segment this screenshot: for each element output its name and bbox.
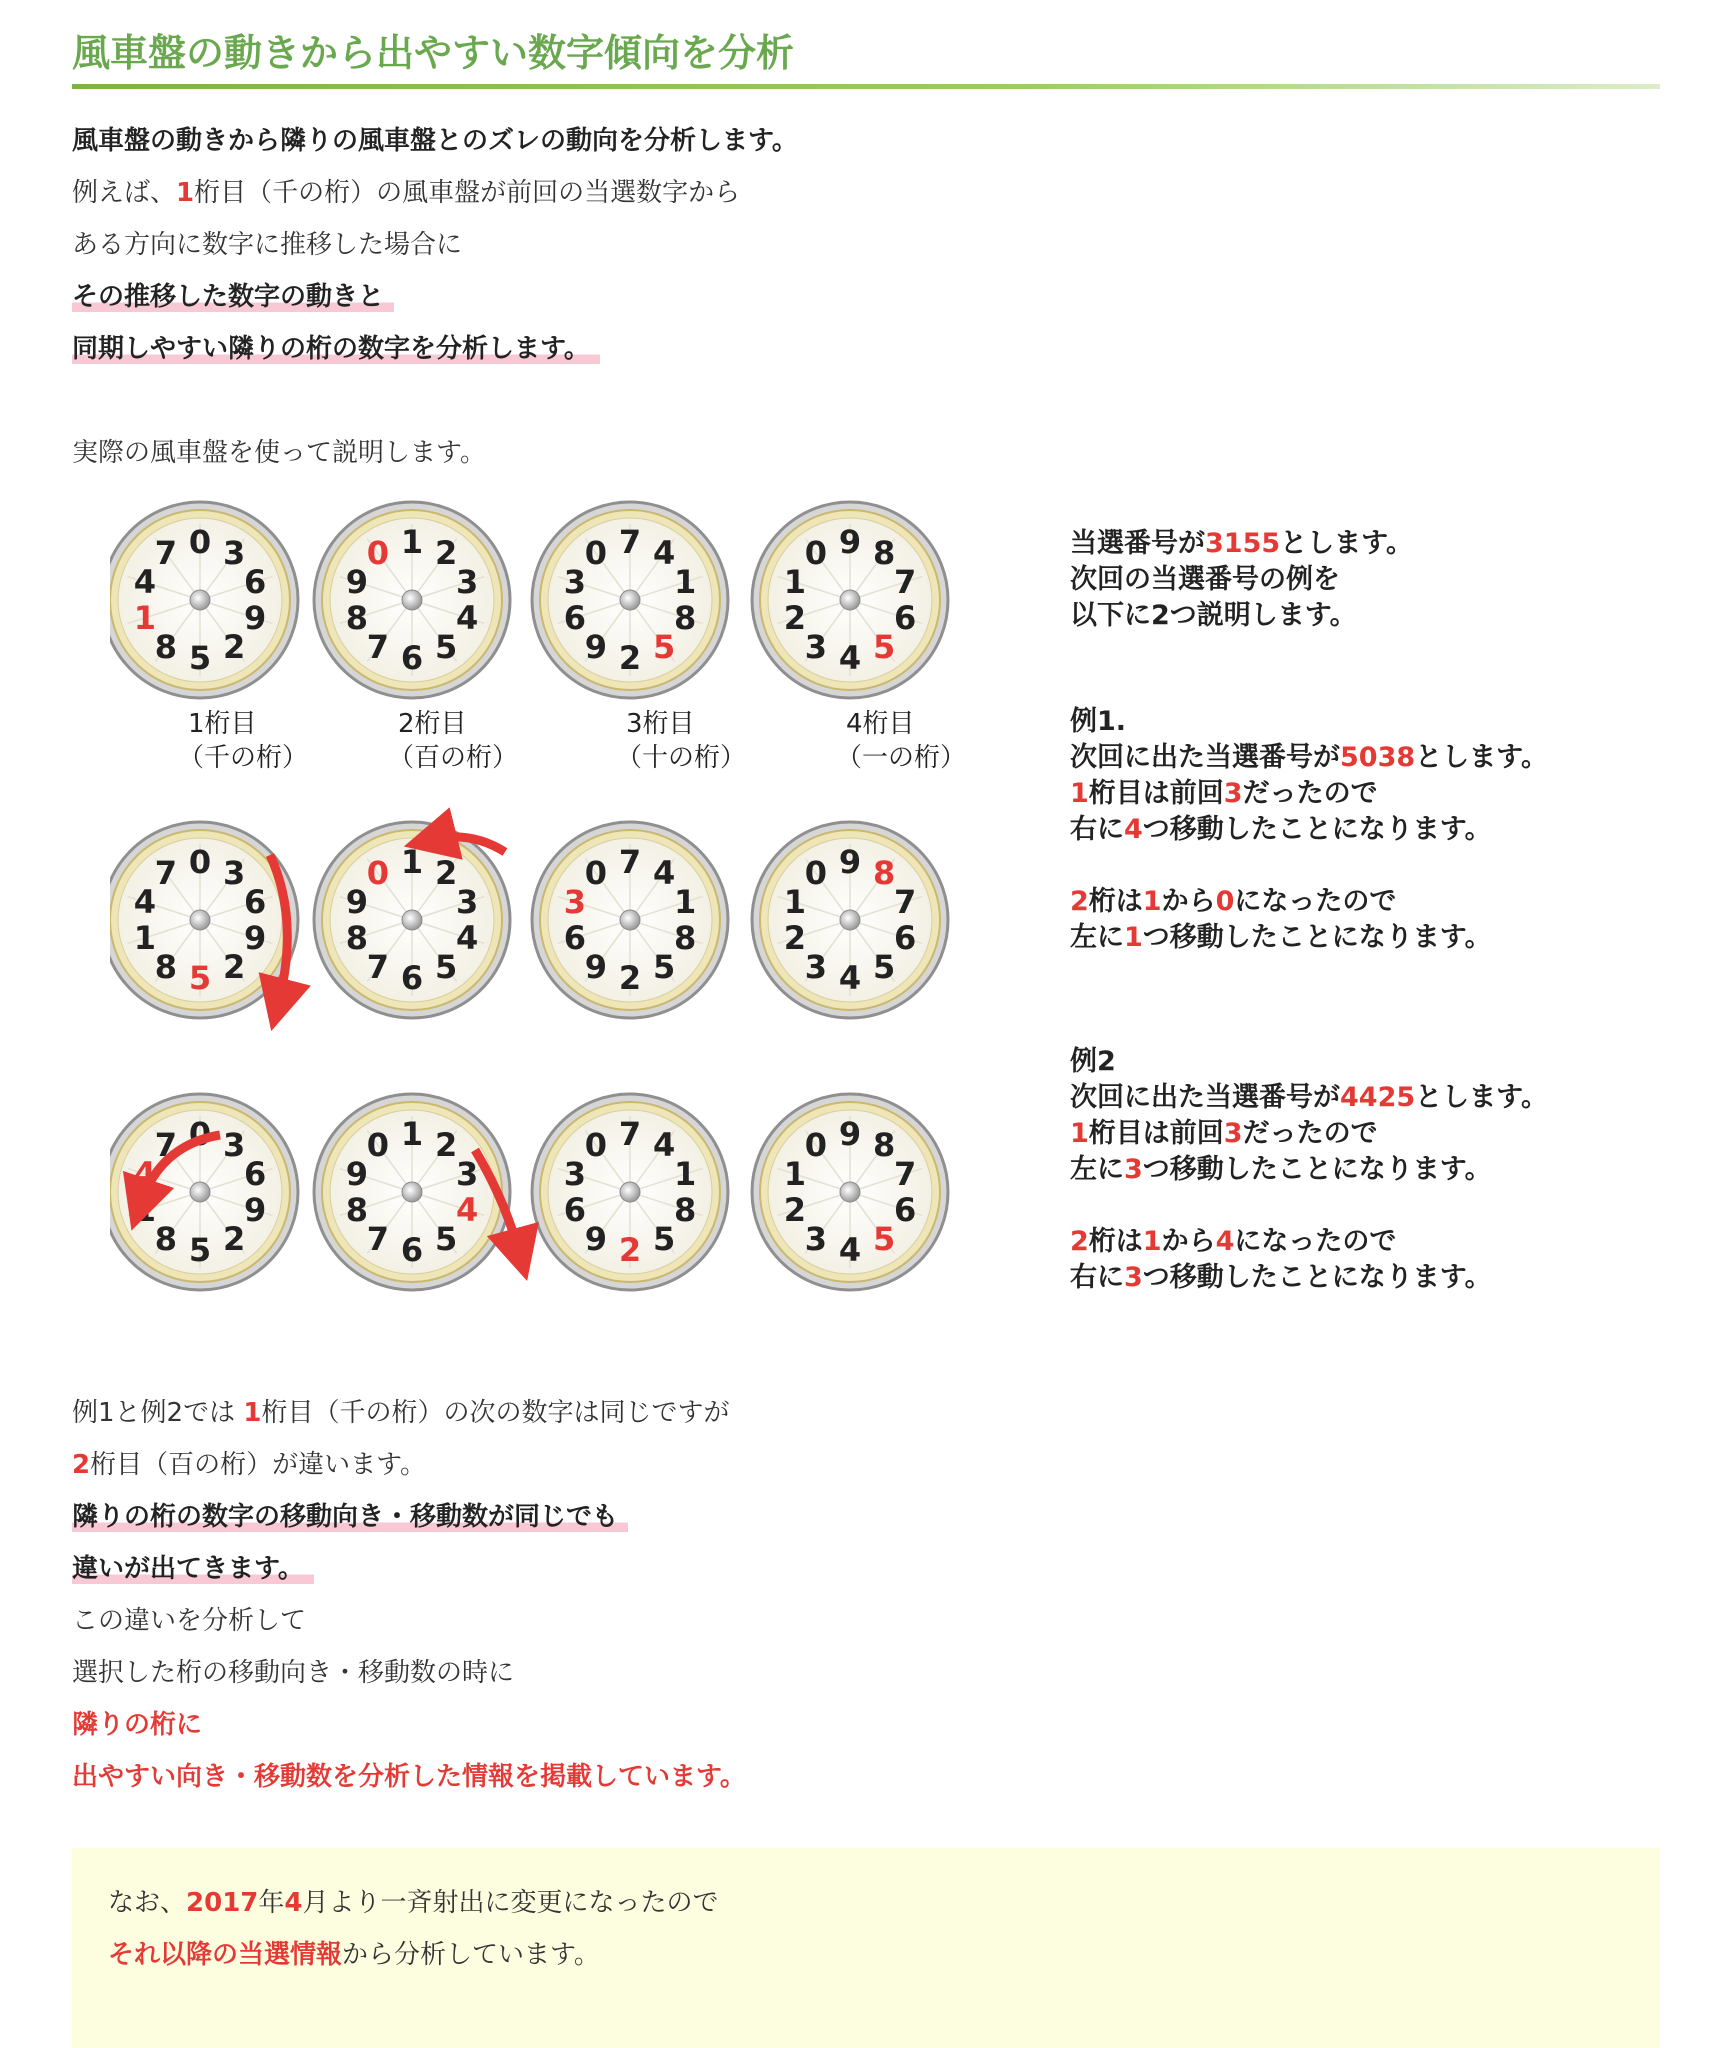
dial-digit: 6 — [400, 959, 424, 997]
marker-text: その推移した数字の動きと — [72, 282, 394, 312]
outro-text: 例1と例2では — [72, 1398, 244, 1428]
dial-digit: 3 — [456, 563, 479, 602]
dial-digit: 1 — [133, 598, 156, 637]
intro-line-6: 実際の風車盤を使って説明します。 — [72, 438, 486, 468]
dial-digit: 5 — [434, 1219, 458, 1258]
dial-digit: 7 — [366, 627, 390, 666]
dial-hub — [190, 590, 210, 610]
dial-digit: 2 — [434, 1126, 458, 1165]
dial-digit: 0 — [804, 534, 828, 573]
dial-digit: 4 — [838, 959, 862, 997]
dial-digit: 9 — [345, 883, 368, 922]
dial-hub — [402, 1182, 422, 1202]
side-line: 次回に出た当選番号が4425とします。 — [1070, 1082, 1548, 1113]
dial-hub — [402, 590, 422, 610]
dial-digit: 3 — [222, 534, 246, 573]
dial-digit: 2 — [783, 918, 806, 957]
outro-line-5: この違いを分析して — [72, 1606, 307, 1636]
dial-digit: 3 — [563, 563, 586, 602]
intro-line-5 — [72, 332, 600, 366]
page-title: 風車盤の動きから出やすい数字傾向を分析 — [72, 31, 795, 75]
intro-line-4 — [72, 280, 394, 314]
dial-digit: 2 — [618, 1231, 642, 1269]
dial-digit: 0 — [584, 1126, 608, 1165]
side-line: 2桁は1から4になったので — [1070, 1226, 1397, 1257]
dial-digit: 2 — [618, 959, 642, 997]
captions — [178, 709, 966, 773]
dial-digit: 0 — [366, 1126, 390, 1165]
side-line: 1桁目は前回3だったので — [1070, 1118, 1378, 1149]
dial-digit: 6 — [244, 1155, 267, 1194]
dial-digit: 5 — [188, 639, 212, 677]
caption-sub: （一の桁） — [836, 743, 967, 773]
dial-digit: 2 — [618, 639, 642, 677]
side-line: 例2 — [1070, 1046, 1116, 1077]
dial-digit: 8 — [872, 534, 896, 573]
marker-text: 隣りの桁の数字の移動向き・移動数が同じでも — [72, 1502, 628, 1532]
side-line: 次回の当選番号の例を — [1070, 564, 1340, 595]
dial-digit: 5 — [872, 1219, 896, 1258]
outro-line-3 — [72, 1500, 628, 1534]
intro-text: 桁目（千の桁）の風車盤が前回の当選数字から — [194, 178, 741, 208]
dial-digit: 7 — [894, 1155, 917, 1194]
dial — [314, 502, 510, 698]
caption-label: 1桁目 — [188, 709, 257, 739]
dial-digit: 9 — [584, 627, 608, 666]
outro-line-8: 出やすい向き・移動数を分析した情報を掲載しています。 — [72, 1762, 746, 1792]
dial-digit: 5 — [434, 627, 458, 666]
dial-digit: 0 — [366, 534, 390, 573]
caption-label: 3桁目 — [626, 709, 695, 739]
side-line: 次回に出た当選番号が5038とします。 — [1070, 742, 1548, 773]
dial-digit: 1 — [400, 523, 424, 561]
dial-digit: 4 — [652, 1126, 676, 1165]
dial-digit: 4 — [652, 534, 676, 573]
dial-digit: 5 — [434, 947, 458, 986]
highlight-number: 1 — [243, 1398, 262, 1428]
dial — [110, 502, 298, 698]
dial-digit: 8 — [154, 947, 178, 986]
dial-digit: 5 — [652, 627, 676, 666]
dial-digit: 7 — [894, 883, 917, 922]
highlight-number: 2 — [72, 1450, 91, 1480]
dial-hub — [620, 1182, 640, 1202]
side-line: 2桁は1から0になったので — [1070, 886, 1397, 917]
outro-line-6: 選択した桁の移動向き・移動数の時に — [72, 1658, 515, 1688]
dial-digit: 4 — [652, 854, 676, 893]
marker-text: 違いが出てきます。 — [72, 1554, 314, 1584]
intro-line-1: 風車盤の動きから隣りの風車盤とのズレの動向を分析します。 — [72, 126, 798, 156]
note-text: から分析しています。 — [342, 1940, 600, 1970]
dial-hub — [190, 910, 210, 930]
dial-digit: 2 — [783, 1190, 806, 1229]
dial-digit: 4 — [456, 1190, 479, 1229]
caption-label: 4桁目 — [846, 709, 915, 739]
outro-line-2 — [72, 1448, 426, 1482]
dial-digit: 2 — [434, 534, 458, 573]
dial-figure — [110, 500, 1630, 1340]
note-month: 4 — [284, 1888, 303, 1918]
dial-digit: 1 — [783, 1155, 806, 1194]
dial-digit: 4 — [838, 639, 862, 677]
dials-group — [110, 502, 948, 1290]
dial-digit: 7 — [618, 1115, 642, 1153]
dial-digit: 8 — [674, 918, 697, 957]
dial-digit: 4 — [133, 1155, 156, 1194]
dial-hub — [840, 1182, 860, 1202]
dial-digit: 0 — [584, 854, 608, 893]
dial-digit: 2 — [222, 947, 246, 986]
dial-digit: 2 — [222, 627, 246, 666]
caption-sub: （百の桁） — [388, 743, 519, 773]
dial-digit: 5 — [188, 959, 212, 997]
dial-digit: 5 — [652, 947, 676, 986]
dial-digit: 7 — [154, 534, 178, 573]
dial-digit: 3 — [563, 883, 586, 922]
dial-digit: 7 — [154, 1126, 178, 1165]
dial-digit: 7 — [154, 854, 178, 893]
dial-digit: 0 — [188, 1115, 212, 1153]
dial-digit: 0 — [584, 534, 608, 573]
dial-digit: 6 — [563, 918, 586, 957]
dial-digit: 5 — [872, 627, 896, 666]
dial-digit: 0 — [804, 854, 828, 893]
dial-digit: 7 — [894, 563, 917, 602]
dial-digit: 0 — [188, 523, 212, 561]
dial-digit: 8 — [154, 627, 178, 666]
outro-text: 桁目（千の桁）の次の数字は同じですが — [261, 1398, 730, 1428]
side-line: 以下に2つ説明します。 — [1070, 600, 1357, 631]
note-line-1 — [108, 1886, 719, 1920]
dial-digit: 9 — [244, 598, 267, 637]
dial-digit: 9 — [244, 1190, 267, 1229]
dial-digit: 5 — [872, 947, 896, 986]
dial-digit: 8 — [345, 598, 368, 637]
dial-digit: 8 — [872, 854, 896, 893]
dial-digit: 8 — [872, 1126, 896, 1165]
dial-digit: 6 — [894, 598, 917, 637]
dial — [314, 822, 510, 1018]
dial-digit: 6 — [244, 883, 267, 922]
dial-digit: 9 — [584, 1219, 608, 1258]
dial-digit: 0 — [366, 854, 390, 893]
dial-digit: 1 — [783, 883, 806, 922]
dial-digit: 7 — [618, 523, 642, 561]
caption-label: 2桁目 — [398, 709, 467, 739]
dial-digit: 0 — [804, 1126, 828, 1165]
dial-hub — [620, 910, 640, 930]
dial-digit: 2 — [222, 1219, 246, 1258]
dial — [752, 502, 948, 698]
dial-digit: 0 — [188, 843, 212, 881]
side-line: 当選番号が3155とします。 — [1070, 528, 1413, 559]
dial-hub — [190, 1182, 210, 1202]
dial-digit: 4 — [456, 918, 479, 957]
side-line: 1桁目は前回3だったので — [1070, 778, 1378, 809]
dial-digit: 6 — [244, 563, 267, 602]
dial-digit: 3 — [456, 883, 479, 922]
dial-digit: 7 — [366, 1219, 390, 1258]
dial-digit: 6 — [563, 1190, 586, 1229]
dial-digit: 3 — [563, 1155, 586, 1194]
dial-digit: 8 — [674, 1190, 697, 1229]
outro-line-7: 隣りの桁に — [72, 1710, 203, 1740]
dial-digit: 9 — [345, 563, 368, 602]
dial-digit: 8 — [345, 1190, 368, 1229]
dial — [752, 822, 948, 1018]
dial-digit: 6 — [400, 1231, 424, 1269]
dial-digit: 9 — [584, 947, 608, 986]
dial-digit: 4 — [133, 563, 156, 602]
dial-digit: 5 — [188, 1231, 212, 1269]
dial-digit: 4 — [456, 598, 479, 637]
dial-hub — [402, 910, 422, 930]
note-line-2 — [108, 1938, 600, 1972]
dial-digit: 1 — [133, 918, 156, 957]
dial-digit: 9 — [244, 918, 267, 957]
dial-digit: 6 — [894, 1190, 917, 1229]
dial-digit: 9 — [838, 843, 862, 881]
side-line: 左に1つ移動したことになります。 — [1070, 922, 1492, 953]
dial-digit: 3 — [456, 1155, 479, 1194]
dial-digit: 8 — [345, 918, 368, 957]
dial-digit: 7 — [366, 947, 390, 986]
dial-digit: 3 — [804, 947, 828, 986]
dial — [314, 1094, 510, 1290]
caption-sub: （千の桁） — [178, 743, 309, 773]
intro-line-2 — [72, 176, 740, 210]
dial — [532, 1094, 728, 1290]
outro-text: 桁目（百の桁）が違います。 — [90, 1450, 427, 1480]
side-line: 例1. — [1070, 706, 1127, 737]
note-text: なお、 — [108, 1888, 187, 1918]
dial-digit: 2 — [434, 854, 458, 893]
dial-diagram — [110, 500, 1630, 1340]
dial-digit: 4 — [133, 883, 156, 922]
dial-digit: 3 — [804, 627, 828, 666]
dial-digit: 1 — [783, 563, 806, 602]
intro-text: 例えば、 — [72, 178, 177, 208]
side-line: 右に3つ移動したことになります。 — [1070, 1262, 1492, 1293]
dial-digit: 6 — [563, 598, 586, 637]
dial-digit: 9 — [838, 523, 862, 561]
note-text: 年 — [258, 1888, 285, 1918]
note-box — [72, 1848, 1660, 2048]
dial-digit: 1 — [400, 843, 424, 881]
dial-digit: 3 — [804, 1219, 828, 1258]
dial-digit: 3 — [222, 1126, 246, 1165]
note-highlight: それ以降の当選情報 — [108, 1940, 343, 1970]
dial-digit: 1 — [400, 1115, 424, 1153]
dial-digit: 8 — [674, 598, 697, 637]
highlight-number: 1 — [176, 178, 195, 208]
side-explanation — [1070, 528, 1548, 1293]
dial — [752, 1094, 948, 1290]
dial-digit: 1 — [674, 563, 697, 602]
dial — [532, 822, 728, 1018]
side-line: 左に3つ移動したことになります。 — [1070, 1154, 1492, 1185]
dial — [110, 1094, 298, 1290]
side-line: 右に4つ移動したことになります。 — [1070, 814, 1492, 845]
dial-digit: 8 — [154, 1219, 178, 1258]
dial — [110, 822, 298, 1018]
note-year: 2017 — [186, 1888, 259, 1918]
dial-hub — [840, 910, 860, 930]
dial-digit: 6 — [400, 639, 424, 677]
dial-digit: 1 — [674, 883, 697, 922]
intro-line-3: ある方向に数字に推移した場合に — [72, 230, 463, 260]
dial-digit: 3 — [222, 854, 246, 893]
title-underline — [72, 84, 1660, 89]
dial-digit: 4 — [838, 1231, 862, 1269]
dial-digit: 7 — [618, 843, 642, 881]
dial-digit: 1 — [133, 1190, 156, 1229]
caption-sub: （十の桁） — [616, 743, 747, 773]
dial-digit: 9 — [838, 1115, 862, 1153]
dial-digit: 9 — [345, 1155, 368, 1194]
dial — [532, 502, 728, 698]
dial-hub — [840, 590, 860, 610]
dial-hub — [620, 590, 640, 610]
note-text: 月より一斉射出に変更になったので — [302, 1888, 719, 1918]
dial-digit: 1 — [674, 1155, 697, 1194]
marker-text: 同期しやすい隣りの桁の数字を分析します。 — [72, 334, 600, 364]
dial-digit: 2 — [783, 598, 806, 637]
dial-digit: 6 — [894, 918, 917, 957]
outro-line-4 — [72, 1552, 314, 1586]
dial-digit: 5 — [652, 1219, 676, 1258]
outro-line-1 — [72, 1396, 729, 1430]
